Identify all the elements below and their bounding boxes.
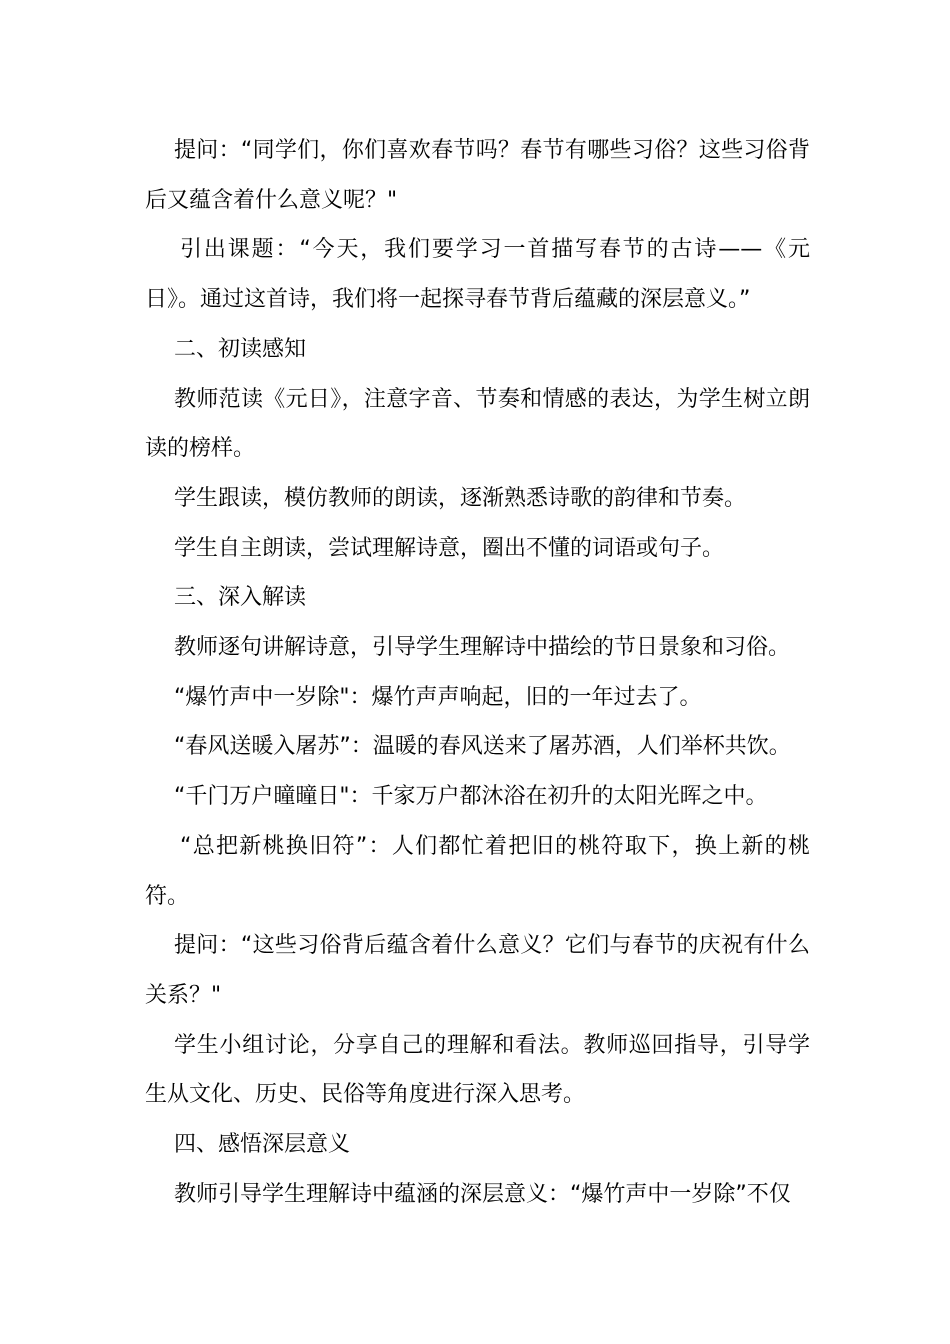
paragraph-lesson-title: 引出课题：“今天，我们要学习一首描写春节的古诗——《元日》。通过这首诗，我们将一起探寻春节背后蕴藏的深层意义。”	[145, 237, 810, 313]
paragraph-question-meaning: 提问：“这些习俗背后蕴含着什么意义？它们与春节的庆祝有什么关系？"	[145, 933, 810, 1008]
paragraph-group-discussion: 学生小组讨论，分享自己的理解和看法。教师巡回指导，引导学生从文化、历史、民俗等角度进行深入思考。	[145, 1032, 810, 1108]
paragraph-line-3: “千门万户曈曈日"：千家万户都沐浴在初升的太阳光晖之中。	[174, 784, 768, 810]
paragraph-line-2: “春风送暖入屠苏”：温暖的春风送来了屠苏酒，人们举杯共饮。	[174, 734, 791, 760]
paragraph-line-4: “总把新桃换旧符”：人们都忙着把旧的桃符取下，换上新的桃符。	[145, 833, 810, 909]
paragraph-line-1: “爆竹声中一岁除"：爆竹声声响起，旧的一年过去了。	[174, 684, 702, 710]
paragraph-student-follow: 学生跟读，模仿教师的朗读，逐渐熟悉诗歌的韵律和节奏。	[174, 485, 747, 511]
paragraph-teacher-explain: 教师逐句讲解诗意，引导学生理解诗中描绘的节日景象和习俗。	[174, 635, 791, 661]
paragraph-question-intro: 提问：“同学们，你们喜欢春节吗？春节有哪些习俗？这些习俗背后又蕴含着什么意义呢？"	[145, 138, 810, 213]
section-heading-deep-reading: 三、深入解读	[174, 585, 307, 611]
document-page	[145, 126, 810, 1219]
paragraph-deep-meaning: 教师引导学生理解诗中蕴涵的深层意义：“爆竹声中一岁除”不仅	[174, 1181, 791, 1207]
paragraph-teacher-reading: 教师范读《元日》，注意字音、节奏和情感的表达，为学生树立朗读的榜样。	[145, 386, 810, 462]
paragraph-student-self-read: 学生自主朗读，尝试理解诗意，圈出不懂的词语或句子。	[174, 535, 725, 561]
section-heading-deep-meaning: 四、感悟深层意义	[174, 1132, 351, 1158]
section-heading-first-reading: 二、初读感知	[174, 336, 307, 362]
